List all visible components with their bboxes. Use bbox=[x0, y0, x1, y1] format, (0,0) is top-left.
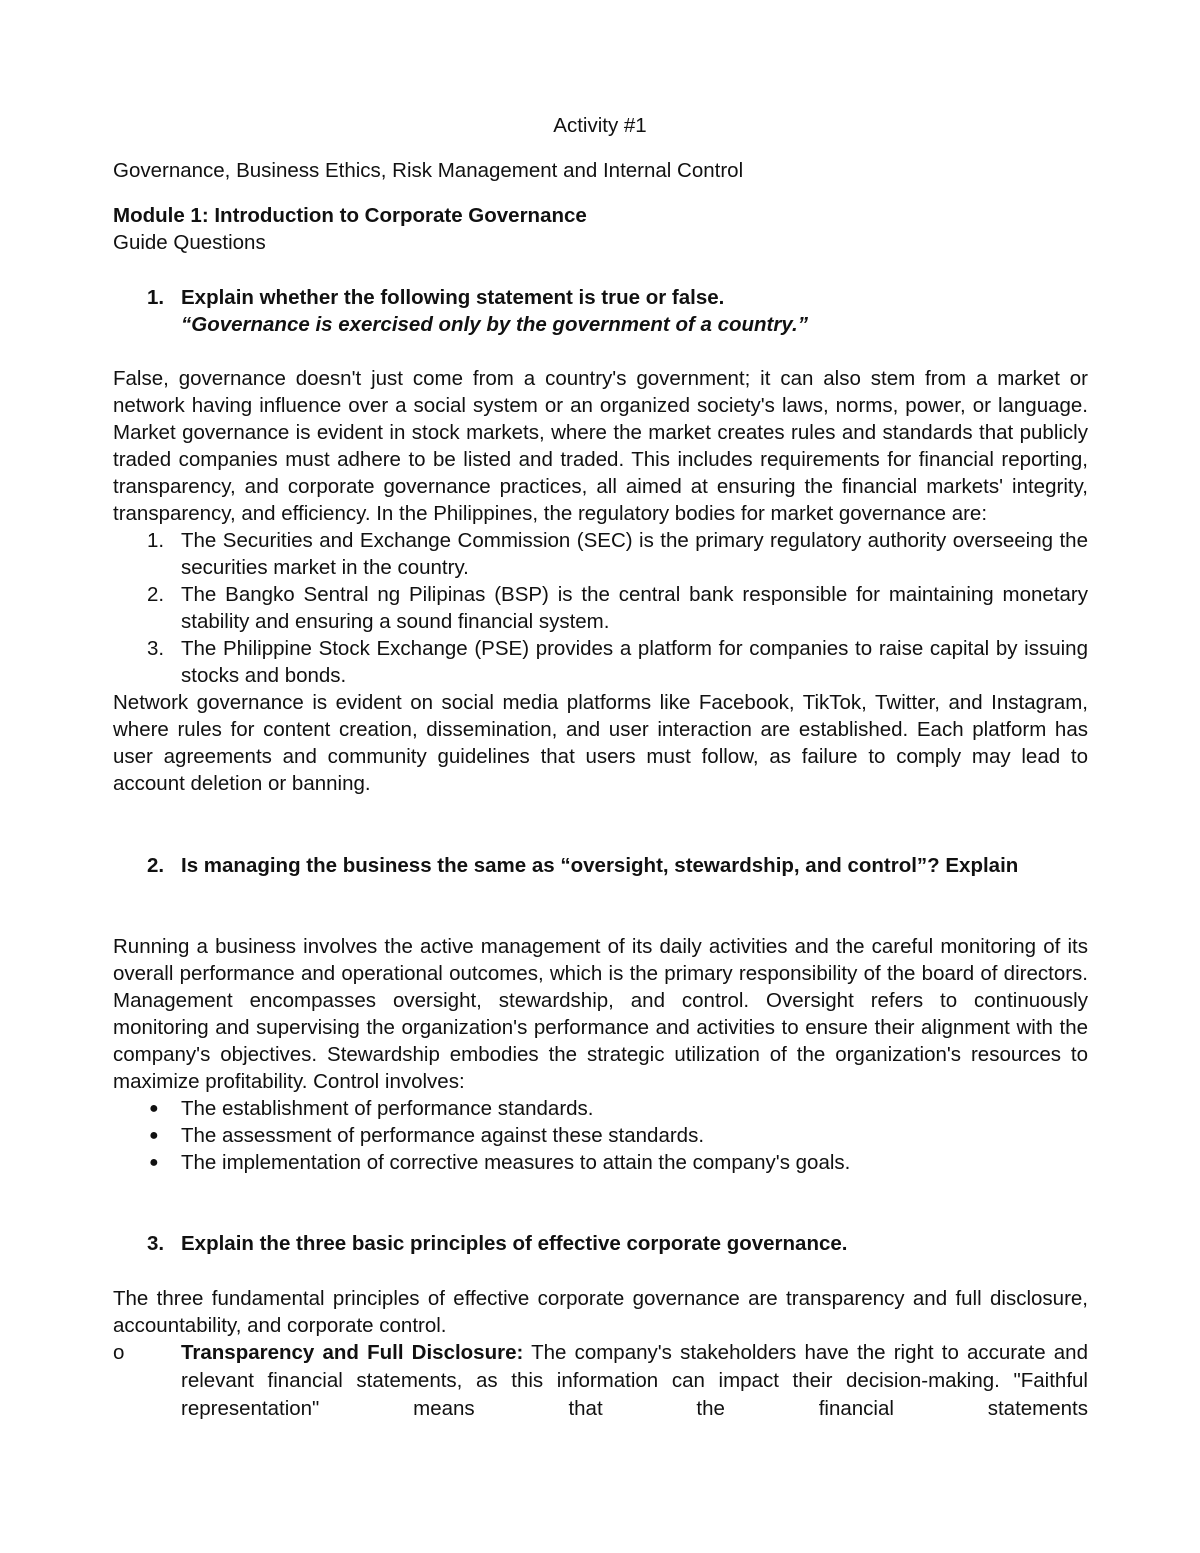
question-2 bbox=[113, 852, 1088, 879]
answer-paragraph: The three fundamental principles of effective corporate governance are transparency and full disclosure, accountability, and corporate control. bbox=[113, 1287, 1088, 1337]
list-number: 2. bbox=[147, 583, 165, 606]
list-item: The Philippine Stock Exchange (PSE) provides a platform for companies to raise capital by issuing stocks and bonds. bbox=[181, 637, 1088, 687]
principle-title: Transparency and Full Disclosure: bbox=[181, 1341, 524, 1364]
bullet-icon: ● bbox=[149, 1100, 159, 1117]
list-item: The Bangko Sentral ng Pilipinas (BSP) is the central bank responsible for maintaining monetary stability and ensuring a sound financial system. bbox=[181, 583, 1088, 633]
answer-3 bbox=[113, 1285, 1088, 1423]
question-number: 2. bbox=[147, 854, 165, 877]
bullet-icon: ● bbox=[149, 1154, 159, 1171]
answer-2 bbox=[113, 933, 1088, 1176]
question-3 bbox=[113, 1230, 1088, 1257]
question-text: Is managing the business the same as “oversight, stewardship, and control”? Explain bbox=[181, 854, 1019, 877]
principle-text: The company's stakeholders have the right to accurate and relevant financial statements, as this information can impact their decision-making. "Faithful representation" means that the financial statements bbox=[181, 1341, 1088, 1420]
question-number: 1. bbox=[147, 286, 165, 309]
bullet-item: The assessment of performance against these standards. bbox=[181, 1124, 705, 1147]
question-1 bbox=[113, 284, 1088, 338]
question-number: 3. bbox=[147, 1232, 165, 1255]
module-heading: Module 1: Introduction to Corporate Governance bbox=[113, 204, 587, 227]
question-text: Explain the three basic principles of effective corporate governance. bbox=[181, 1232, 848, 1255]
course-subject: Governance, Business Ethics, Risk Management and Internal Control bbox=[113, 159, 744, 182]
answer-paragraph: Running a business involves the active management of its daily activities and the careful monitoring of its overall performance and operational outcomes, which is the primary responsibility of the board of directors. Management encompasses oversight, stewardship, and control. Oversight refers to continuously monitoring and supervising the organization's performance and activities to ensure their alignment with the company's objectives. Stewardship embodies the strategic utilization of the organization's resources to maximize profitability. Control involves: bbox=[113, 935, 1088, 1093]
question-text: Explain whether the following statement is true or false. bbox=[181, 286, 725, 309]
answer-1 bbox=[113, 365, 1088, 797]
document-title: Activity #1 bbox=[553, 114, 647, 137]
bullet-item: The implementation of corrective measures to attain the company's goals. bbox=[181, 1151, 851, 1174]
bullet-icon: ● bbox=[149, 1127, 159, 1144]
circle-bullet-icon: o bbox=[113, 1341, 125, 1364]
guide-label: Guide Questions bbox=[113, 231, 266, 254]
list-number: 3. bbox=[147, 637, 165, 660]
question-quote: “Governance is exercised only by the government of a country.” bbox=[181, 313, 808, 336]
bullet-item: The establishment of performance standards. bbox=[181, 1097, 594, 1120]
list-item: The Securities and Exchange Commission (SEC) is the primary regulatory authority overseeing the securities market in the country. bbox=[181, 529, 1088, 579]
answer-paragraph: False, governance doesn't just come from a country's government; it can also stem from a market or network having influence over a social system or an organized society's laws, norms, power, or language. Market governance is evident in stock markets, where the market creates rules and standards that publicly traded companies must adhere to be listed and traded. This includes requirements for financial reporting, transparency, and corporate governance practices, all aimed at ensuring the financial markets' integrity, transparency, and efficiency. In the Philippines, the regulatory bodies for market governance are: bbox=[113, 367, 1088, 525]
list-number: 1. bbox=[147, 529, 165, 552]
answer-paragraph: Network governance is evident on social media platforms like Facebook, TikTok, Twitter, and Instagram, where rules for content creation, dissemination, and user interaction are established. Each platform has user agreements and community guidelines that users must follow, as failure to comply may lead to account deletion or banning. bbox=[113, 691, 1088, 795]
